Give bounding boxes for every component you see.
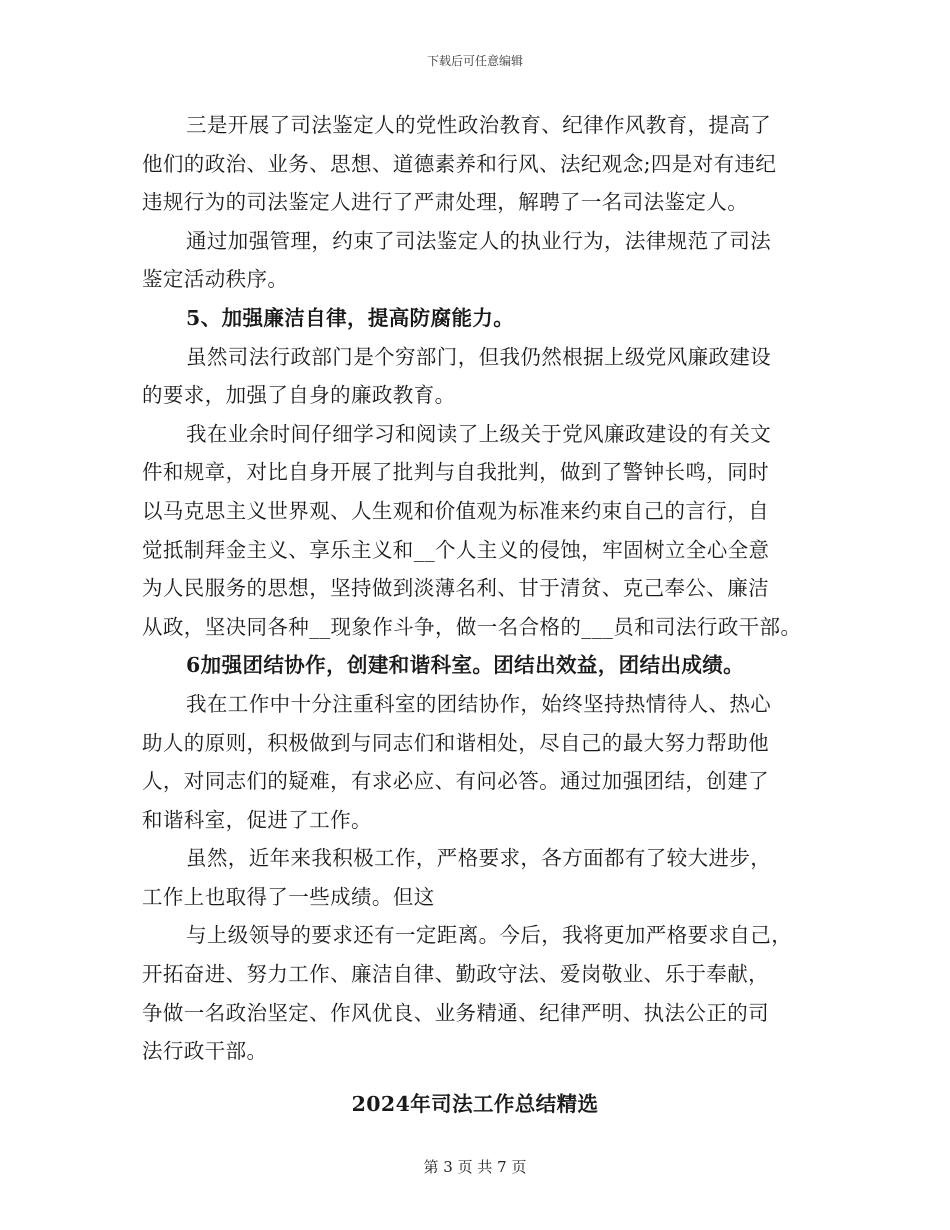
page-header: 下载后可任意编辑 [426, 54, 523, 68]
paragraph-line: 通过加强管理，约束了司法鉴定人的执业行为，法律规范了司法 [186, 228, 772, 253]
paragraph-line: 鉴定活动秩序。 [142, 267, 289, 292]
document-body [142, 106, 822, 1123]
paragraph-line: 的要求，加强了自身的廉政教育。 [142, 383, 456, 408]
paragraph-line: 法行政干部。 [142, 1039, 268, 1064]
paragraph-line: 件和规章，对比自身开展了批判与自我批判，做到了警钟长鸣，同时 [142, 460, 769, 485]
paragraph-line: 人，对同志们的疑难，有求必应、有问必答。通过加强团结，创建了 [142, 769, 769, 794]
section-title: 2024年司法工作总结精选 [351, 1091, 599, 1116]
paragraph-line: 虽然，近年来我积极工作，严格要求，各方面都有了较大进步， [186, 846, 772, 871]
page-footer: 第 3 页 共 7 页 [423, 1158, 527, 1176]
paragraph-line: 为人民服务的思想，坚持做到淡薄名利、甘于清贫、克己奉公、廉洁 [142, 576, 769, 601]
paragraph-line: 从政，坚决同各种__现象作斗争，做一名合格的___员和司法行政干部。 [142, 614, 802, 639]
paragraph-line: 觉抵制拜金主义、享乐主义和__个人主义的侵蚀，牢固树立全心全意 [142, 537, 770, 562]
paragraph-line: 我在工作中十分注重科室的团结协作，始终坚持热情待人、热心 [186, 691, 772, 716]
paragraph-line: 和谐科室，促进了工作。 [142, 807, 372, 832]
paragraph-line: 与上级领导的要求还有一定距离。今后，我将更加严格要求自己， [186, 923, 793, 948]
paragraph-line: 以马克思主义世界观、人生观和价值观为标准来约束自己的言行，自 [142, 498, 769, 523]
paragraph-line: 工作上也取得了一些成绩。但这 [142, 884, 435, 909]
paragraph-line: 争做一名政治坚定、作风优良、业务精通、纪律严明、执法公正的司 [142, 1000, 769, 1025]
paragraph-line: 我在业余时间仔细学习和阅读了上级关于党风廉政建设的有关文 [186, 421, 772, 446]
paragraph-line: 虽然司法行政部门是个穷部门，但我仍然根据上级党风廉政建设 [186, 344, 772, 369]
paragraph-line: 三是开展了司法鉴定人的党性政治教育、纪律作风教育，提高了 [186, 113, 772, 137]
section-heading: 5、加强廉洁自律，提高防腐能力。 [186, 305, 515, 330]
paragraph-line: 他们的政治、业务、思想、道德素养和行风、法纪观念;四是对有违纪 [142, 151, 777, 176]
paragraph-line: 助人的原则，积极做到与同志们和谐相处，尽自己的最大努力帮助他 [142, 730, 769, 755]
section-heading: 6加强团结协作，创建和谐科室。团结出效益，团结出成绩。 [186, 653, 745, 678]
paragraph-line: 违规行为的司法鉴定人进行了严肃处理，解聘了一名司法鉴定人。 [142, 190, 749, 215]
paragraph-line: 开拓奋进、努力工作、廉洁自律、勤政守法、爱岗敬业、乐于奉献， [142, 962, 769, 987]
